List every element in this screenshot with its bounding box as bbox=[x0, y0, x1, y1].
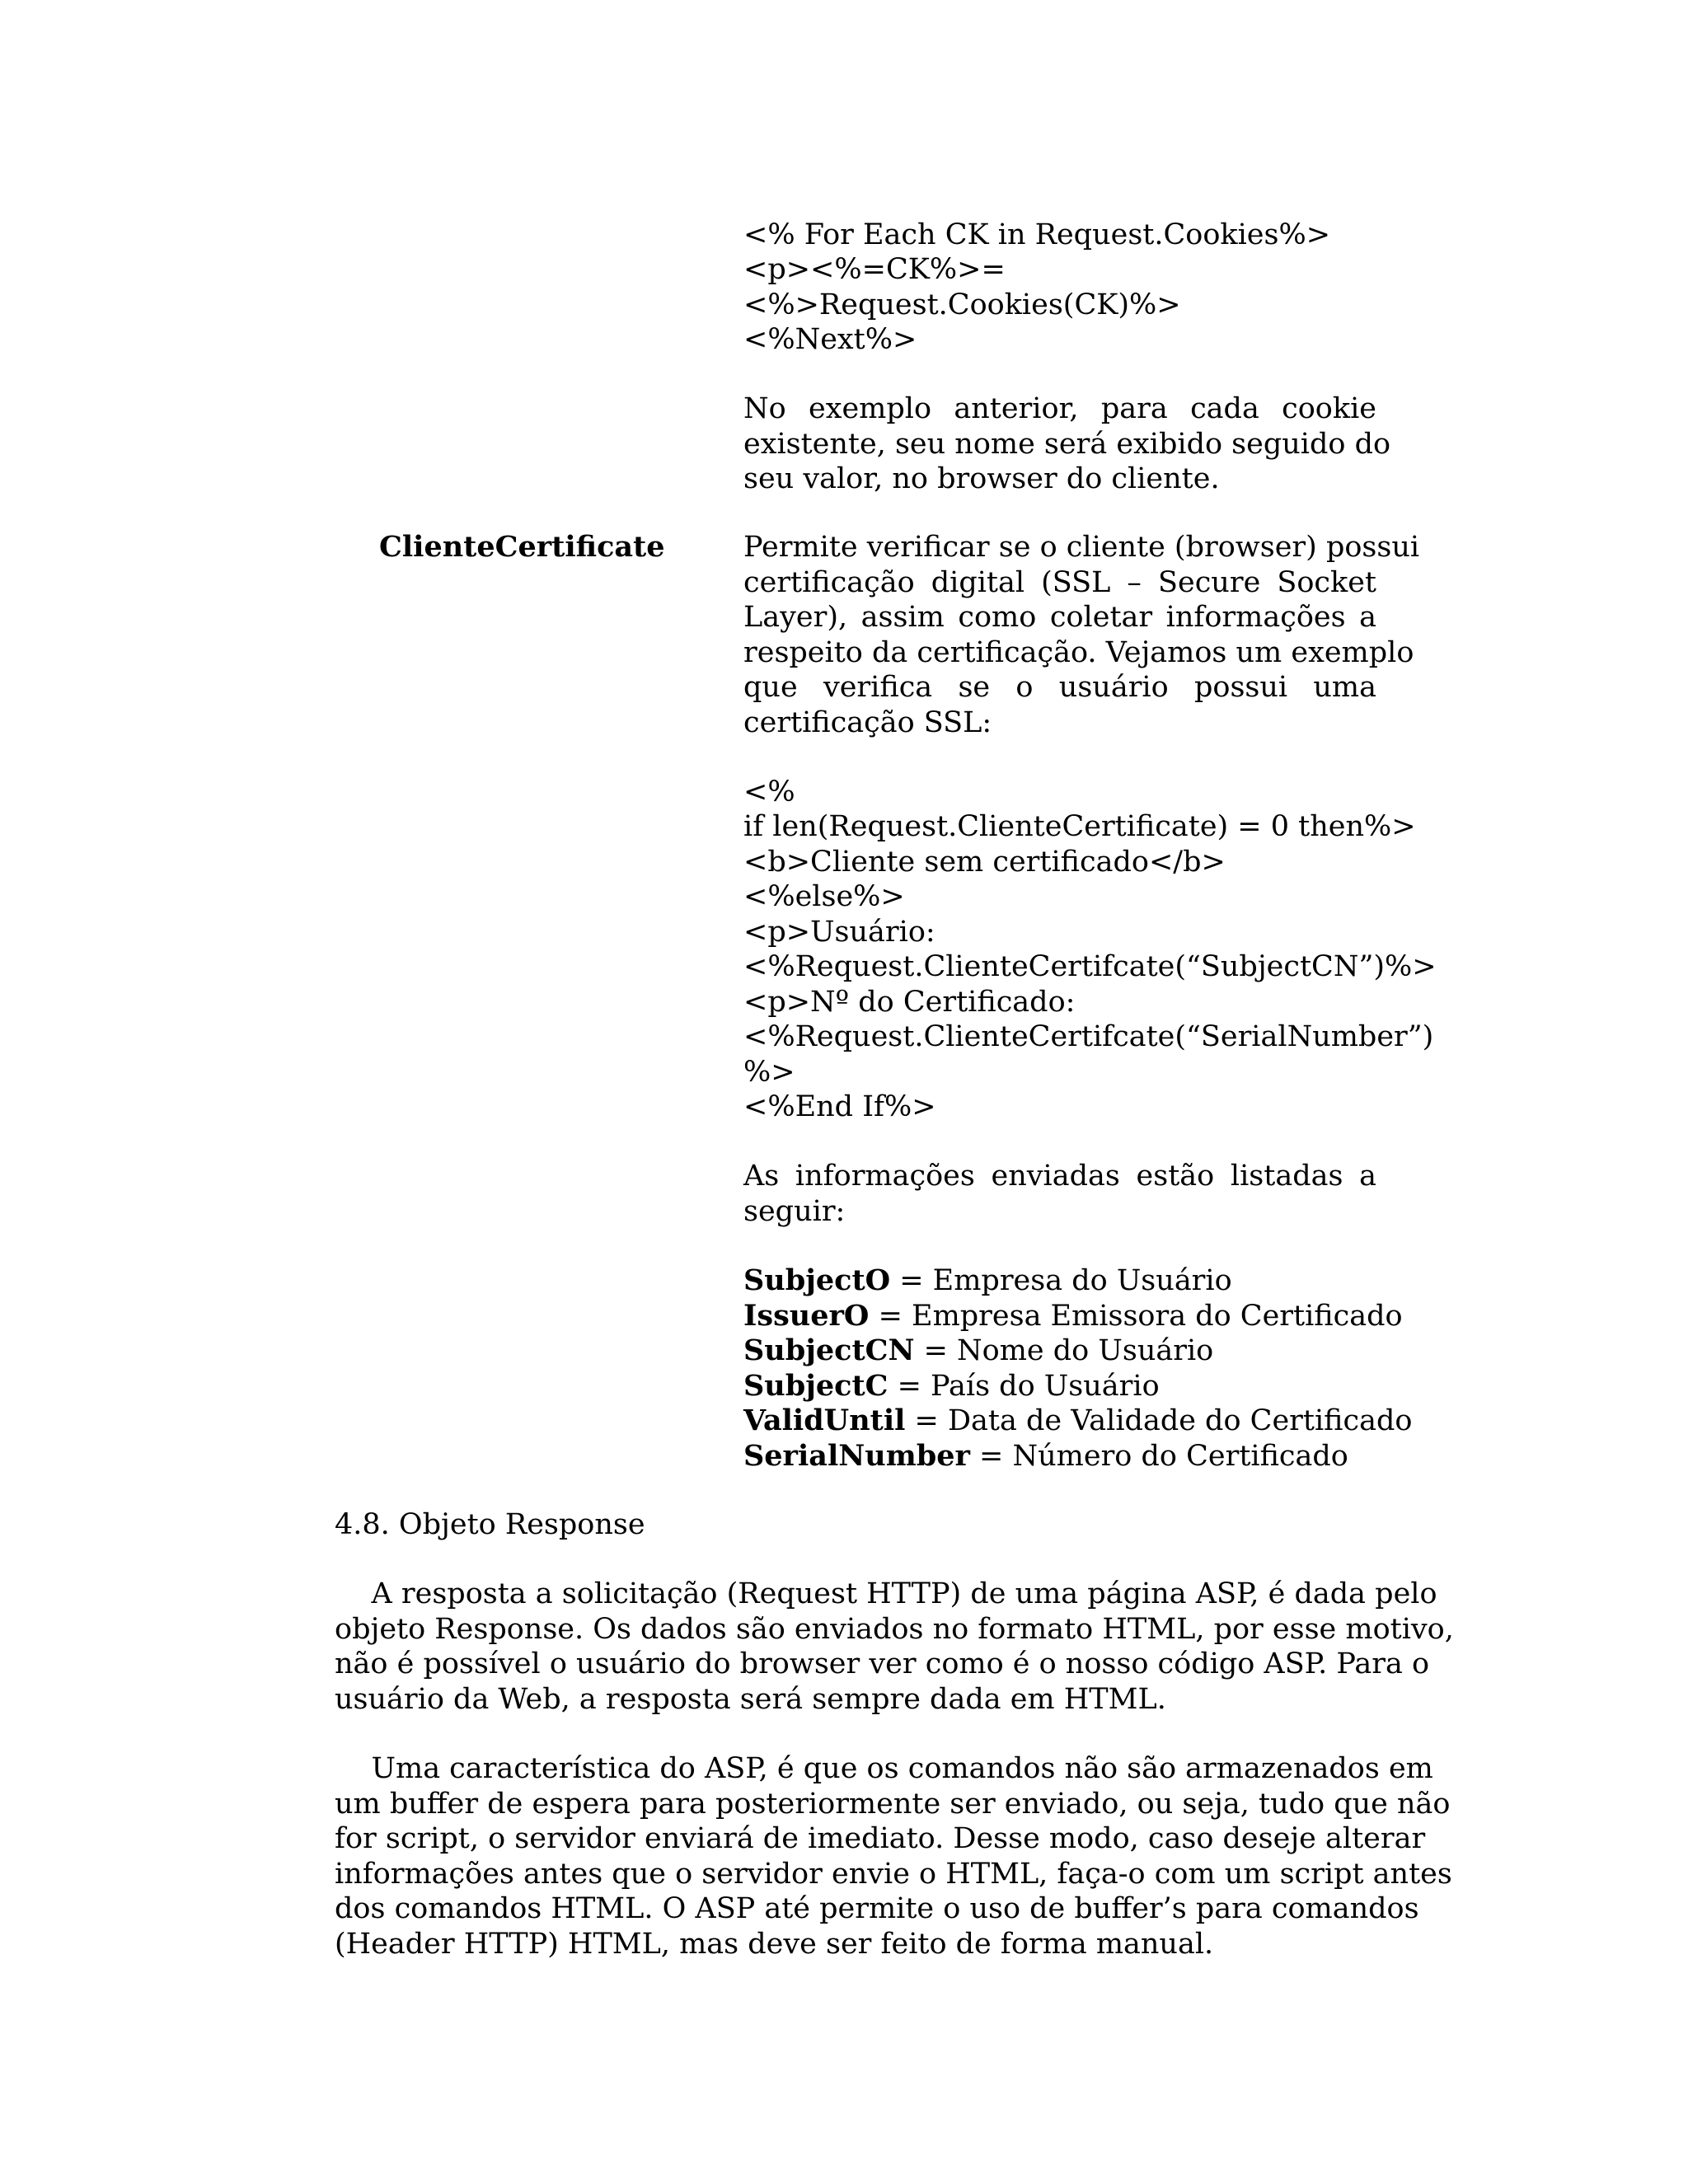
field-value: País do Usuário bbox=[931, 1370, 1160, 1403]
text-line: existente, seu nome será exibido seguido do bbox=[743, 427, 1391, 461]
paragraph-response bbox=[335, 1577, 1454, 1717]
field-separator: = bbox=[890, 1264, 933, 1297]
text-line: certificação digital (SSL – Secure Socket bbox=[743, 565, 1376, 599]
field-key: IssuerO bbox=[743, 1299, 870, 1333]
text-line: Layer), assim como coletar informações a bbox=[743, 601, 1376, 634]
info-intro bbox=[743, 1159, 1376, 1229]
text-line: Permite verificar se o cliente (browser) possui bbox=[743, 531, 1420, 564]
field-separator: = bbox=[914, 1334, 958, 1367]
field-value: Número do Certificado bbox=[1012, 1440, 1348, 1473]
text-line: Uma característica do ASP, é que os comandos não são armazenados em bbox=[335, 1752, 1433, 1785]
field-item bbox=[743, 1369, 1160, 1404]
field-key: SubjectO bbox=[743, 1263, 891, 1297]
field-item bbox=[743, 1299, 1403, 1333]
code-line: <%else%> bbox=[743, 880, 905, 913]
code-line: <p>Nº do Certificado: bbox=[743, 986, 1076, 1019]
field-separator: = bbox=[905, 1404, 948, 1437]
field-separator: = bbox=[888, 1370, 931, 1403]
text-line: A resposta a solicitação (Request HTTP) de uma página ASP, é dada pelo bbox=[335, 1577, 1437, 1610]
field-key: ValidUntil bbox=[743, 1404, 906, 1437]
section-title: 4.8. Objeto Response bbox=[335, 1508, 645, 1541]
code-line: <%>Request.Cookies(CK)%> bbox=[743, 288, 1181, 321]
field-key: SerialNumber bbox=[743, 1439, 970, 1473]
code-line: <p>Usuário: bbox=[743, 916, 935, 949]
field-item bbox=[743, 1404, 1412, 1438]
field-item bbox=[743, 1333, 1213, 1368]
field-value: Empresa do Usuário bbox=[932, 1264, 1232, 1297]
code-line: <%Request.ClienteCertifcate(“SerialNumber”) bbox=[743, 1020, 1434, 1053]
field-item bbox=[743, 1439, 1348, 1474]
text-line: respeito da certificação. Vejamos um exemplo bbox=[743, 635, 1414, 669]
text-line: objeto Response. Os dados são enviados no formato HTML, por esse motivo, bbox=[335, 1612, 1454, 1646]
field-value: Data de Validade do Certificado bbox=[948, 1404, 1413, 1437]
code-line: <%Request.ClienteCertifcate(“SubjectCN”)%> bbox=[743, 950, 1437, 983]
cert-description bbox=[743, 530, 1420, 740]
text-line: informações antes que o servidor envie o HTML, faça-o com um script antes bbox=[335, 1857, 1452, 1891]
field-separator: = bbox=[869, 1300, 912, 1333]
field-item bbox=[743, 1263, 1232, 1298]
text-line: certificação SSL: bbox=[743, 705, 992, 739]
code-line: <%Next%> bbox=[743, 323, 917, 356]
paragraph-buffer bbox=[335, 1751, 1452, 1961]
code-line: if len(Request.ClienteCertificate) = 0 then%> bbox=[743, 810, 1416, 843]
text-line: As informações enviadas estão listadas a bbox=[743, 1160, 1376, 1193]
text-line: (Header HTTP) HTML, mas deve ser feito de forma manual. bbox=[335, 1927, 1214, 1961]
code-line: <p><%=CK%>= bbox=[743, 253, 1006, 286]
code-line: %> bbox=[743, 1056, 795, 1089]
text-line: seguir: bbox=[743, 1194, 846, 1228]
code-line: <% For Each CK in Request.Cookies%> bbox=[743, 218, 1331, 251]
text-line: que verifica se o usuário possui uma bbox=[743, 671, 1376, 704]
field-separator: = bbox=[969, 1440, 1013, 1473]
text-line: um buffer de espera para posteriormente ser enviado, ou seja, tudo que não bbox=[335, 1787, 1451, 1821]
cookies-explanation bbox=[743, 391, 1391, 497]
text-line: dos comandos HTML. O ASP até permite o uso de buffer’s para comandos bbox=[335, 1892, 1419, 1925]
text-line: não é possível o usuário do browser ver como é o nosso código ASP. Para o bbox=[335, 1647, 1430, 1680]
term-clientecertificate: ClienteCertificate bbox=[379, 530, 665, 564]
field-value: Nome do Usuário bbox=[957, 1334, 1214, 1367]
text-line: No exemplo anterior, para cada cookie bbox=[743, 392, 1376, 425]
code-line: <%End If%> bbox=[743, 1090, 936, 1123]
text-line: for script, o servidor enviará de imediato. Desse modo, caso deseje alterar bbox=[335, 1822, 1426, 1855]
field-key: SubjectCN bbox=[743, 1333, 915, 1367]
field-key: SubjectC bbox=[743, 1369, 889, 1403]
text-line: seu valor, no browser do cliente. bbox=[743, 462, 1220, 495]
field-value: Empresa Emissora do Certificado bbox=[912, 1300, 1403, 1333]
code-line: <% bbox=[743, 776, 795, 808]
code-line: <b>Cliente sem certificado</b> bbox=[743, 846, 1226, 879]
text-line: usuário da Web, a resposta será sempre dada em HTML. bbox=[335, 1682, 1166, 1716]
